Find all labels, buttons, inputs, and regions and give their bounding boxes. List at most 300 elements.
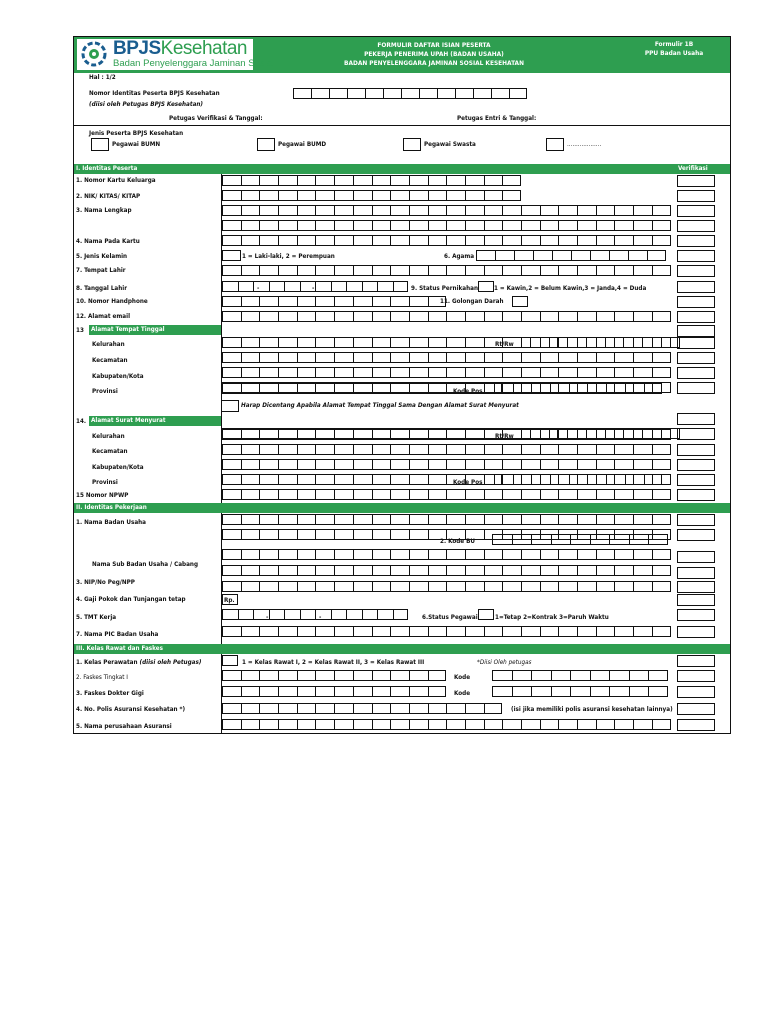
input-cell[interactable]	[558, 444, 577, 455]
input-cell[interactable]	[633, 220, 652, 231]
input-cell[interactable]	[567, 337, 586, 348]
input-cell[interactable]	[315, 383, 334, 394]
input-cell[interactable]	[390, 220, 409, 231]
input-cell[interactable]	[253, 281, 269, 292]
input-cell[interactable]	[353, 565, 372, 576]
input-cell[interactable]	[577, 311, 596, 322]
input-cell[interactable]	[334, 265, 353, 276]
input-cell[interactable]	[614, 489, 633, 500]
input-cell[interactable]	[297, 474, 316, 485]
input-cell[interactable]	[446, 235, 465, 246]
input-cell[interactable]	[259, 474, 278, 485]
input-cell[interactable]	[428, 337, 447, 348]
input-cell[interactable]	[652, 265, 671, 276]
blood-cell[interactable]	[512, 296, 528, 307]
input-cell[interactable]	[372, 296, 391, 307]
input-cell[interactable]	[334, 444, 353, 455]
verification-box[interactable]	[677, 428, 715, 440]
input-cell[interactable]	[428, 581, 447, 592]
input-cell[interactable]	[446, 581, 465, 592]
input-cell[interactable]	[446, 383, 465, 394]
input-cell[interactable]	[241, 175, 260, 186]
input-cell[interactable]	[623, 428, 642, 439]
input-cell[interactable]	[648, 670, 668, 681]
input-cell[interactable]	[259, 296, 278, 307]
input-cell[interactable]	[222, 703, 241, 714]
input-cell[interactable]	[521, 514, 540, 525]
input-cell[interactable]	[521, 581, 540, 592]
input-cell[interactable]	[502, 626, 521, 637]
input-cell[interactable]	[465, 565, 484, 576]
input-cell[interactable]	[297, 352, 316, 363]
input-cell[interactable]	[259, 670, 278, 681]
input-cell[interactable]	[465, 428, 484, 439]
input-cell[interactable]	[577, 367, 596, 378]
input-cell[interactable]	[390, 670, 409, 681]
input-cell[interactable]	[259, 175, 278, 186]
input-cell[interactable]	[502, 459, 521, 470]
input-cell[interactable]	[590, 686, 610, 697]
input-cell[interactable]	[259, 311, 278, 322]
verification-box[interactable]	[677, 719, 715, 731]
input-cell[interactable]	[390, 235, 409, 246]
input-cell[interactable]	[409, 220, 428, 231]
employment-cells[interactable]	[222, 549, 671, 560]
input-cell[interactable]	[596, 719, 615, 730]
input-cell[interactable]	[558, 719, 577, 730]
verification-box[interactable]	[677, 626, 715, 638]
input-cell[interactable]	[465, 444, 484, 455]
input-cell[interactable]	[372, 190, 391, 201]
input-cell[interactable]	[222, 337, 241, 348]
input-cell[interactable]	[633, 565, 652, 576]
input-cell[interactable]	[390, 383, 409, 394]
input-cell[interactable]	[540, 581, 559, 592]
input-cell[interactable]	[353, 514, 372, 525]
input-cell[interactable]	[222, 529, 241, 540]
input-cell[interactable]	[540, 265, 559, 276]
input-cell[interactable]	[334, 428, 353, 439]
input-cell[interactable]	[596, 565, 615, 576]
input-cell[interactable]	[446, 190, 465, 201]
input-cell[interactable]	[372, 220, 391, 231]
input-cell[interactable]	[642, 428, 661, 439]
input-cell[interactable]	[551, 686, 571, 697]
postal-cells[interactable]	[494, 474, 662, 485]
input-cell[interactable]	[552, 250, 571, 261]
input-cell[interactable]	[222, 265, 241, 276]
input-cell[interactable]	[377, 281, 393, 292]
input-cell[interactable]	[446, 549, 465, 560]
input-cell[interactable]	[648, 534, 668, 545]
input-cell[interactable]	[530, 337, 549, 348]
input-cell[interactable]	[353, 686, 372, 697]
input-cell[interactable]	[315, 235, 334, 246]
birthdate-cells[interactable]	[222, 281, 408, 292]
input-cell[interactable]	[315, 581, 334, 592]
input-cell[interactable]	[644, 383, 663, 394]
company-code-cells[interactable]	[492, 534, 668, 545]
input-cell[interactable]	[633, 549, 652, 560]
input-cell[interactable]	[353, 428, 372, 439]
input-cell[interactable]	[652, 459, 671, 470]
input-cell[interactable]	[331, 281, 347, 292]
input-cell[interactable]	[590, 670, 610, 681]
input-cell[interactable]	[222, 655, 238, 666]
input-cell[interactable]	[346, 609, 362, 620]
input-cell[interactable]	[297, 565, 316, 576]
input-cell[interactable]	[353, 474, 372, 485]
input-cell[interactable]	[390, 474, 409, 485]
input-cell[interactable]	[334, 337, 353, 348]
input-cell[interactable]	[428, 352, 447, 363]
input-cell[interactable]	[372, 459, 391, 470]
input-cell[interactable]	[531, 474, 550, 485]
input-cell[interactable]	[222, 220, 241, 231]
input-cell[interactable]	[540, 444, 559, 455]
input-cell[interactable]	[278, 549, 297, 560]
input-cell[interactable]	[222, 489, 241, 500]
input-cell[interactable]	[465, 703, 484, 714]
input-cell[interactable]	[502, 549, 521, 560]
input-cell[interactable]	[334, 529, 353, 540]
input-cell[interactable]	[590, 250, 609, 261]
input-cell[interactable]	[331, 609, 347, 620]
input-cell[interactable]	[315, 719, 334, 730]
input-row[interactable]	[222, 220, 671, 231]
input-cell[interactable]	[222, 428, 241, 439]
id-number-field[interactable]	[293, 88, 527, 99]
input-cell[interactable]	[259, 581, 278, 592]
input-cell[interactable]	[297, 383, 316, 394]
input-cell[interactable]	[222, 250, 241, 261]
input-cell[interactable]	[297, 265, 316, 276]
input-cell[interactable]	[238, 281, 254, 292]
input-cell[interactable]	[372, 383, 391, 394]
input-cell[interactable]	[446, 428, 465, 439]
verification-box[interactable]	[677, 551, 715, 563]
input-cell[interactable]	[334, 175, 353, 186]
input-cell[interactable]	[446, 459, 465, 470]
input-cell[interactable]	[278, 474, 297, 485]
input-cell[interactable]	[315, 489, 334, 500]
input-cell[interactable]	[353, 459, 372, 470]
input-cell[interactable]	[315, 205, 334, 216]
input-cell[interactable]	[558, 220, 577, 231]
input-cell[interactable]	[241, 626, 260, 637]
input-cell[interactable]	[409, 265, 428, 276]
input-cell[interactable]	[521, 235, 540, 246]
input-cell[interactable]	[241, 514, 260, 525]
verification-box[interactable]	[677, 529, 715, 541]
input-cell[interactable]	[633, 719, 652, 730]
input-cell[interactable]	[446, 220, 465, 231]
input-cell[interactable]	[241, 670, 260, 681]
input-cell[interactable]	[390, 549, 409, 560]
input-cell[interactable]	[390, 337, 409, 348]
input-cell[interactable]	[222, 474, 241, 485]
input-cell[interactable]	[484, 352, 503, 363]
input-cell[interactable]	[241, 459, 260, 470]
input-cell[interactable]	[315, 367, 334, 378]
input-cell[interactable]	[605, 337, 624, 348]
input-cell[interactable]	[577, 444, 596, 455]
input-cell[interactable]	[334, 205, 353, 216]
input-cell[interactable]	[633, 311, 652, 322]
input-cell[interactable]	[390, 311, 409, 322]
input-cell[interactable]	[513, 383, 532, 394]
input-cell[interactable]	[253, 609, 269, 620]
input-cell[interactable]	[629, 686, 649, 697]
input-cell[interactable]	[428, 175, 447, 186]
input-cell[interactable]	[484, 581, 503, 592]
input-cell[interactable]	[521, 489, 540, 500]
input-cell[interactable]	[409, 626, 428, 637]
input-cell[interactable]	[465, 581, 484, 592]
input-cell[interactable]	[550, 474, 569, 485]
input-cell[interactable]	[428, 474, 447, 485]
input-cell[interactable]	[315, 459, 334, 470]
input-cell[interactable]	[478, 281, 494, 292]
input-cell[interactable]	[625, 383, 644, 394]
input-cell[interactable]	[222, 594, 238, 605]
input-cell[interactable]	[540, 489, 559, 500]
input-cell[interactable]	[334, 459, 353, 470]
input-cell[interactable]	[372, 719, 391, 730]
input-cell[interactable]	[540, 367, 559, 378]
input-cell[interactable]	[596, 220, 615, 231]
input-cell[interactable]	[492, 686, 512, 697]
input-cell[interactable]	[491, 88, 509, 99]
input-cell[interactable]	[297, 444, 316, 455]
input-cell[interactable]	[409, 383, 428, 394]
input-cell[interactable]	[492, 534, 512, 545]
input-cell[interactable]	[596, 489, 615, 500]
input-cell[interactable]	[428, 703, 447, 714]
input-cell[interactable]	[652, 549, 671, 560]
input-cell[interactable]	[362, 609, 378, 620]
input-cell[interactable]	[241, 235, 260, 246]
input-cell[interactable]	[297, 337, 316, 348]
input-cell[interactable]	[633, 459, 652, 470]
input-cell[interactable]	[259, 352, 278, 363]
input-cell[interactable]	[652, 444, 671, 455]
verification-box[interactable]	[677, 567, 715, 579]
input-cell[interactable]	[372, 703, 391, 714]
input-cell[interactable]	[353, 719, 372, 730]
pic-cells[interactable]	[222, 626, 671, 637]
input-cell[interactable]	[372, 514, 391, 525]
input-cell[interactable]	[353, 190, 372, 201]
input-cell[interactable]	[315, 428, 334, 439]
input-cell[interactable]	[577, 459, 596, 470]
input-cell[interactable]	[278, 565, 297, 576]
input-cell[interactable]	[476, 250, 495, 261]
checkbox-other[interactable]	[546, 138, 564, 151]
input-cell[interactable]	[222, 281, 238, 292]
input-cell[interactable]	[558, 311, 577, 322]
input-row[interactable]	[222, 459, 671, 470]
input-cell[interactable]	[577, 235, 596, 246]
input-cell[interactable]	[521, 367, 540, 378]
input-cell[interactable]	[353, 549, 372, 560]
input-cell[interactable]	[353, 626, 372, 637]
input-cell[interactable]	[549, 337, 568, 348]
input-cell[interactable]	[652, 235, 671, 246]
input-cell[interactable]	[393, 609, 409, 620]
input-cell[interactable]	[495, 250, 514, 261]
input-cell[interactable]	[409, 474, 428, 485]
input-cell[interactable]	[353, 444, 372, 455]
input-cell[interactable]	[315, 514, 334, 525]
input-cell[interactable]	[596, 265, 615, 276]
input-cell[interactable]	[633, 367, 652, 378]
input-cell[interactable]	[446, 352, 465, 363]
input-cell[interactable]	[293, 88, 311, 99]
input-cell[interactable]	[484, 428, 503, 439]
verification-box[interactable]	[677, 205, 715, 217]
input-cell[interactable]	[297, 514, 316, 525]
input-cell[interactable]	[390, 565, 409, 576]
input-cell[interactable]	[521, 205, 540, 216]
input-cell[interactable]	[372, 529, 391, 540]
input-cell[interactable]	[315, 190, 334, 201]
input-cell[interactable]	[222, 367, 241, 378]
input-cell[interactable]	[614, 205, 633, 216]
input-cell[interactable]	[334, 352, 353, 363]
input-cell[interactable]	[315, 703, 334, 714]
input-cell[interactable]	[222, 190, 241, 201]
input-cell[interactable]	[278, 514, 297, 525]
input-cell[interactable]	[259, 428, 278, 439]
input-cell[interactable]	[278, 428, 297, 439]
input-cell[interactable]	[484, 235, 503, 246]
input-cell[interactable]	[428, 565, 447, 576]
input-cell[interactable]	[590, 534, 610, 545]
verification-box[interactable]	[677, 281, 715, 293]
input-cell[interactable]	[428, 444, 447, 455]
input-cell[interactable]	[334, 670, 353, 681]
input-cell[interactable]	[652, 626, 671, 637]
input-cell[interactable]	[465, 383, 484, 394]
input-cell[interactable]	[297, 220, 316, 231]
input-cell[interactable]	[577, 265, 596, 276]
input-cell[interactable]	[372, 489, 391, 500]
input-cell[interactable]	[297, 296, 316, 307]
input-cell[interactable]	[390, 190, 409, 201]
input-cell[interactable]	[652, 205, 671, 216]
input-cell[interactable]	[446, 444, 465, 455]
employment-cells[interactable]	[222, 514, 671, 525]
input-cell[interactable]	[372, 352, 391, 363]
input-cell[interactable]	[531, 686, 551, 697]
input-cell[interactable]	[311, 88, 329, 99]
input-cell[interactable]	[558, 489, 577, 500]
input-cell[interactable]	[297, 529, 316, 540]
faskes-code-cells[interactable]	[492, 686, 668, 697]
input-cell[interactable]	[409, 703, 428, 714]
input-cell[interactable]	[428, 235, 447, 246]
input-cell[interactable]	[446, 703, 465, 714]
input-cell[interactable]	[446, 626, 465, 637]
input-cell[interactable]	[596, 205, 615, 216]
input-cell[interactable]	[315, 549, 334, 560]
input-cell[interactable]	[614, 311, 633, 322]
input-cell[interactable]	[278, 296, 297, 307]
input-cell[interactable]	[614, 220, 633, 231]
input-cell[interactable]	[297, 428, 316, 439]
input-cell[interactable]	[567, 428, 586, 439]
verification-box[interactable]	[677, 296, 715, 308]
input-cell[interactable]	[334, 719, 353, 730]
input-cell[interactable]	[315, 609, 331, 620]
input-cell[interactable]	[278, 311, 297, 322]
verification-box[interactable]	[677, 413, 715, 425]
input-cell[interactable]	[241, 581, 260, 592]
input-cell[interactable]	[315, 265, 334, 276]
input-cell[interactable]	[428, 514, 447, 525]
input-cell[interactable]	[558, 581, 577, 592]
input-cell[interactable]	[222, 719, 241, 730]
input-cell[interactable]	[390, 296, 409, 307]
input-cell[interactable]	[465, 719, 484, 730]
input-cell[interactable]	[278, 265, 297, 276]
input-cell[interactable]	[241, 265, 260, 276]
input-cell[interactable]	[297, 205, 316, 216]
input-cell[interactable]	[390, 265, 409, 276]
input-cell[interactable]	[558, 514, 577, 525]
input-cell[interactable]	[446, 265, 465, 276]
input-cell[interactable]	[628, 250, 647, 261]
input-row[interactable]	[222, 235, 671, 246]
input-cell[interactable]	[241, 703, 260, 714]
input-cell[interactable]	[297, 235, 316, 246]
input-cell[interactable]	[465, 265, 484, 276]
input-cell[interactable]	[315, 565, 334, 576]
input-cell[interactable]	[259, 383, 278, 394]
input-cell[interactable]	[222, 565, 241, 576]
input-cell[interactable]	[372, 670, 391, 681]
input-cell[interactable]	[614, 565, 633, 576]
input-cell[interactable]	[465, 175, 484, 186]
input-cell[interactable]	[259, 489, 278, 500]
input-cell[interactable]	[558, 205, 577, 216]
input-cell[interactable]	[315, 529, 334, 540]
input-cell[interactable]	[409, 514, 428, 525]
input-cell[interactable]	[315, 220, 334, 231]
input-cell[interactable]	[502, 444, 521, 455]
input-cell[interactable]	[465, 549, 484, 560]
input-cell[interactable]	[372, 175, 391, 186]
input-cell[interactable]	[502, 565, 521, 576]
input-cell[interactable]	[614, 514, 633, 525]
input-cell[interactable]	[633, 235, 652, 246]
input-cell[interactable]	[502, 337, 521, 348]
input-cell[interactable]	[409, 367, 428, 378]
input-cell[interactable]	[297, 719, 316, 730]
input-cell[interactable]	[428, 367, 447, 378]
input-row[interactable]	[222, 352, 671, 363]
input-cell[interactable]	[241, 190, 260, 201]
input-cell[interactable]	[512, 686, 532, 697]
input-cell[interactable]	[390, 686, 409, 697]
input-cell[interactable]	[465, 529, 484, 540]
input-cell[interactable]	[297, 190, 316, 201]
input-cell[interactable]	[241, 474, 260, 485]
input-cell[interactable]	[647, 250, 666, 261]
input-cell[interactable]	[484, 565, 503, 576]
input-cell[interactable]	[409, 565, 428, 576]
